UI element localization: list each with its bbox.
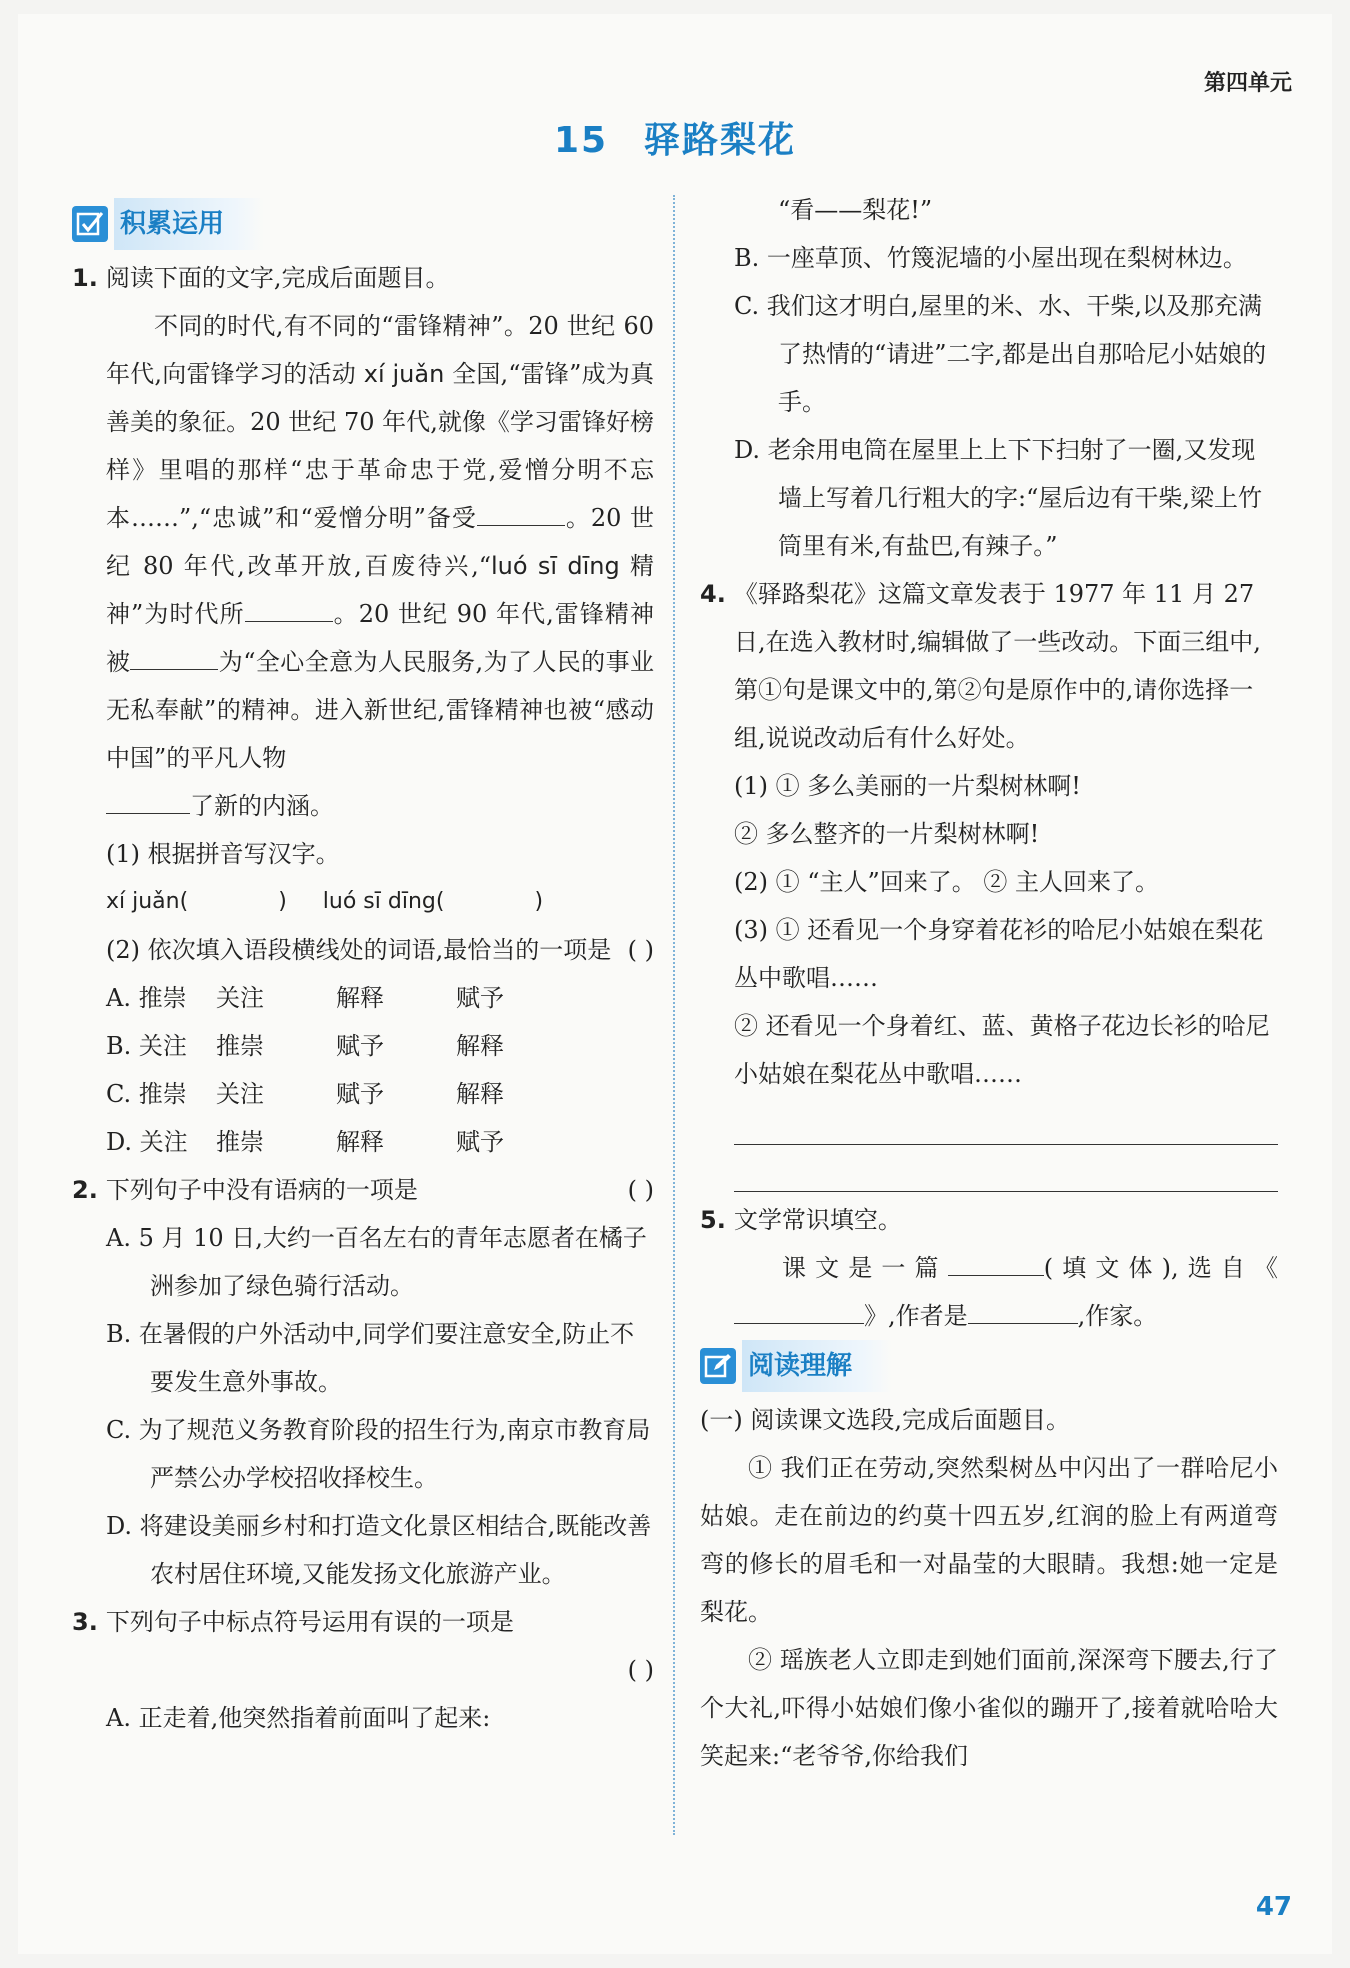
answer-blank[interactable]: [968, 1293, 1078, 1324]
right-column: [700, 186, 1278, 1780]
section-title: 积累运用: [114, 198, 264, 250]
unit-label: 第四单元: [1203, 71, 1292, 96]
q2-option-a: A. 5 月 10 日,大约一百名左右的青年志愿者在橘子洲参加了绿色骑行活动。: [106, 1224, 647, 1300]
section-title: 阅读理解: [742, 1340, 892, 1392]
reading-intro: (一) 阅读课文选段,完成后面题目。: [700, 1406, 1070, 1434]
q2-option-b: B. 在暑假的户外活动中,同学们要注意安全,防止不要发生意外事故。: [106, 1320, 635, 1396]
q4-line: ② 还看见一个身着红、蓝、黄格子花边长衫的哈尼小姑娘在梨花丛中歌唱……: [734, 1012, 1270, 1088]
answer-blank[interactable]: [477, 495, 565, 526]
q1-stem: 1. 阅读下面的文字,完成后面题目。: [72, 264, 450, 292]
q1-passage: 不同的时代,有不同的“雷锋精神”。20 世纪 60 年代,向雷锋学习的活动 xí juǎn 全国,“雷锋”成为真善美的象征。20 世纪 70 年代,就像《学习雷锋好榜样》里唱的那样“忠于革命忠于党,爱憎分明不忘本……”,“忠诚”和“爱憎分明”备受 。20 世纪 80 年代,改革开放,百废待兴,“luó sī dīng 精神”为时代所 。20 世纪 90 年代,雷锋精神被 为“全心全意为人民服务,为了人民的事业无私奉献”的精神。进入新世纪,雷锋精神也被“感动中国”的平凡人物 了新的内涵。: [106, 312, 655, 820]
q4-line: (1) ① 多么美丽的一片梨树林啊!: [734, 772, 1081, 800]
lesson-number: 15: [553, 120, 609, 161]
check-icon: [72, 206, 108, 242]
q5-stem: 5. 文学常识填空。: [700, 1206, 902, 1234]
answer-blank[interactable]: [130, 639, 218, 670]
answer-blank[interactable]: [948, 1245, 1044, 1276]
answer-line[interactable]: [734, 1145, 1278, 1192]
q2-option-c: C. 为了规范义务教育阶段的招生行为,南京市教育局严禁公办学校招收择校生。: [106, 1416, 651, 1492]
reading-para-2: ② 瑶族老人立即走到她们面前,深深弯下腰去,行了个大礼,吓得小姑娘们像小雀似的蹦开了,接着就哈哈大笑起来:“老爷爷,你给我们: [700, 1646, 1278, 1770]
answer-paren[interactable]: ( ): [627, 1176, 654, 1204]
q1-sub1: (1) 根据拼音写汉字。: [106, 840, 340, 868]
q2-option-d: D. 将建设美丽乡村和打造文化景区相结合,既能改善农村居住环境,又能发扬文化旅游产业。: [106, 1512, 652, 1588]
q3-option-a: A. 正走着,他突然指着前面叫了起来:: [106, 1704, 491, 1732]
reading-para-1: ① 我们正在劳动,突然梨树丛中闪出了一群哈尼小姑娘。走在前边的约莫十四五岁,红润的脸上有两道弯弯的修长的眉毛和一对晶莹的大眼睛。我想:她一定是梨花。: [700, 1454, 1278, 1626]
q4-line: ② 多么整齐的一片梨树林啊!: [734, 820, 1040, 848]
q3-option-a-cont: “看——梨花!”: [778, 196, 933, 224]
q2-stem: 2. 下列句子中没有语病的一项是 ( ): [72, 1166, 654, 1214]
q3-paren[interactable]: ( ): [627, 1656, 654, 1684]
lesson-name: 驿路梨花: [644, 120, 797, 161]
q3-option-d: D. 老余用电筒在屋里上上下下扫射了一圈,又发现墙上写着几行粗大的字:“屋后边有干柴,梁上竹筒里有米,有盐巴,有辣子。”: [734, 436, 1262, 560]
q3-option-c: C. 我们这才明白,屋里的米、水、干柴,以及那充满了热情的“请进”二字,都是出自那哈尼小姑娘的手。: [734, 292, 1267, 416]
answer-blank[interactable]: [245, 591, 333, 622]
page-number: 47: [1255, 1892, 1292, 1922]
q3-stem: 3. 下列句子中标点符号运用有误的一项是: [72, 1608, 514, 1636]
pencil-icon: [700, 1348, 736, 1384]
q1-sub1-pinyin: xí juǎn( ) luó sī dīng( ): [106, 889, 544, 914]
answer-blank[interactable]: [734, 1293, 864, 1324]
column-divider: [673, 195, 675, 1835]
lesson-title: [0, 112, 1350, 163]
q4-line: (3) ① 还看见一个身穿着花衫的哈尼小姑娘在梨花丛中歌唱……: [734, 916, 1264, 992]
left-column: [72, 198, 654, 1742]
q1-sub2: (2) 依次填入语段横线处的词语,最恰当的一项是 ( ): [72, 926, 654, 974]
q4-line: (2) ① “主人”回来了。 ② 主人回来了。: [734, 868, 1160, 896]
section-reading: [700, 1340, 1278, 1392]
q4-stem: 4. 《驿路梨花》这篇文章发表于 1977 年 11 月 27 日,在选入教材时,编辑做了一些改动。下面三组中,第①句是课文中的,第②句是原作中的,请你选择一组,说说改动后有什么好处。: [700, 580, 1261, 752]
answer-line[interactable]: [734, 1098, 1278, 1145]
answer-paren[interactable]: ( ): [627, 936, 654, 964]
answer-blank[interactable]: [106, 783, 190, 814]
q3-option-b: B. 一座草顶、竹篾泥墙的小屋出现在梨树林边。: [734, 244, 1247, 272]
q5-fill: 课文是一篇 (填文体),选自《》,作者是 ,作家。: [700, 1244, 1278, 1340]
q1-options: A. 推崇 关注 解释 赋予 B. 关注 推崇 赋予 解释 C. 推崇 关注 赋予 解释 D. 关注 推崇 解释 赋予: [106, 984, 504, 1156]
section-accumulate: [72, 198, 654, 250]
